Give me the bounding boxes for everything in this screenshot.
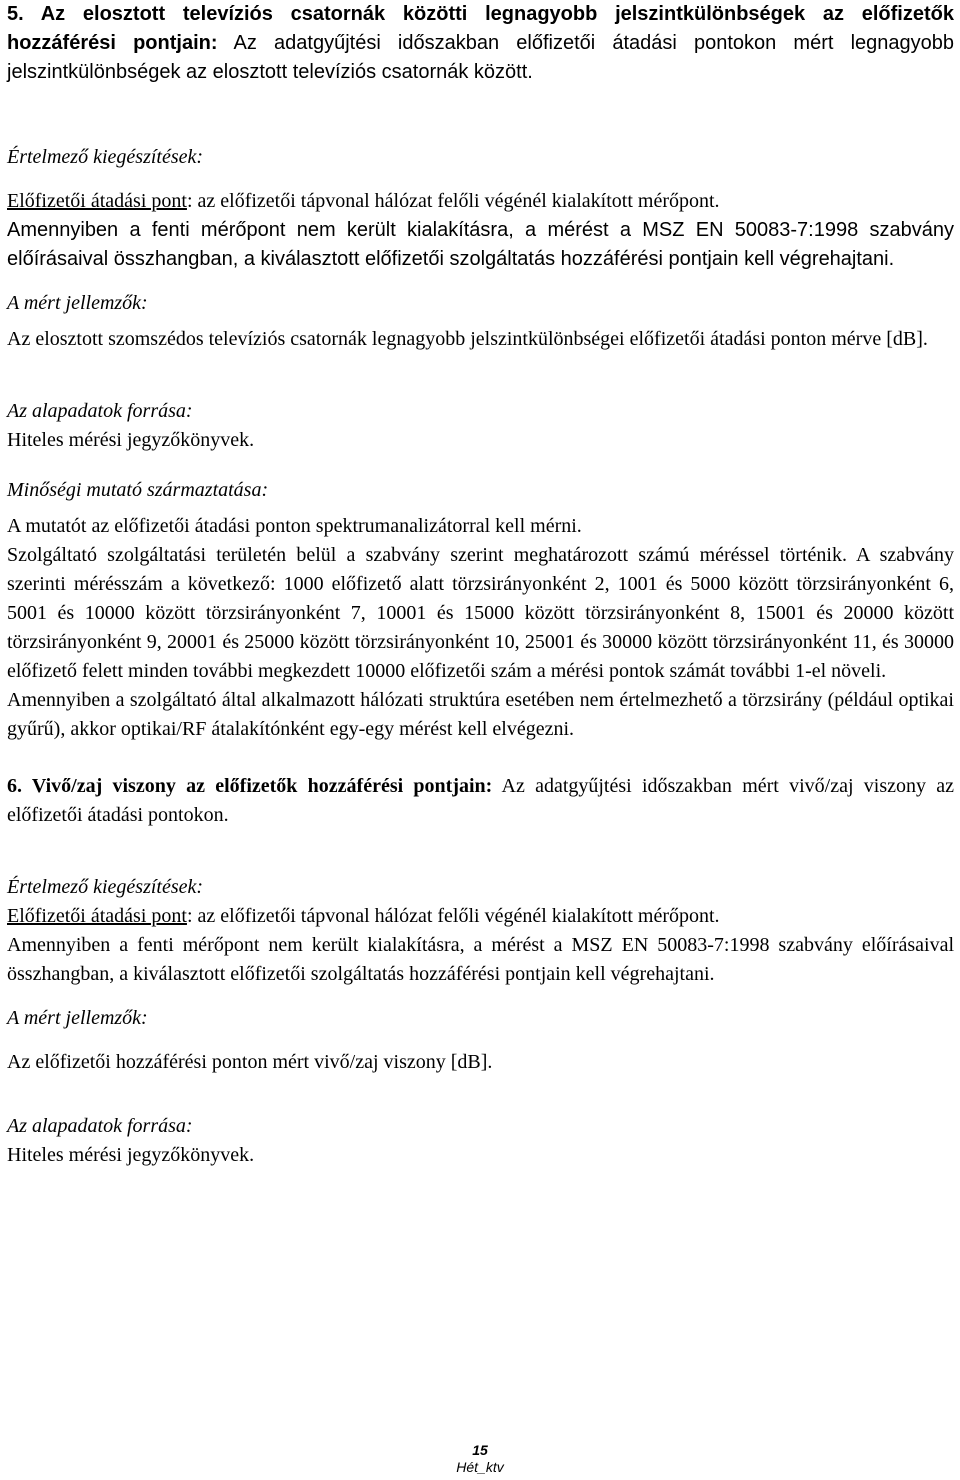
page-footer bbox=[0, 1442, 960, 1476]
s5-measured-text: Az elosztott szomszédos televíziós csatornák legnagyobb jelszintkülönbségei előfizetői átadási ponton mérve [dB]. bbox=[7, 328, 928, 350]
s5-derivation-para bbox=[7, 541, 954, 686]
s5-source-heading: Az alapadatok forrása: bbox=[7, 400, 193, 422]
s5-derivation-heading: Minőségi mutató származtatása: bbox=[7, 479, 269, 501]
s5-measured-heading: A mért jellemzők: bbox=[7, 292, 148, 314]
s5-definition bbox=[7, 187, 954, 216]
section-6-paragraph bbox=[7, 772, 954, 830]
page-number: 15 bbox=[472, 1442, 488, 1458]
s5-source-text: Hiteles mérési jegyzőkönyvek. bbox=[7, 429, 255, 451]
s6-notes-heading: Értelmező kiegészítések: bbox=[7, 876, 204, 898]
s5-definition-extra: Amennyiben a fenti mérőpont nem került kialakításra, a mérést a MSZ EN 50083-7:1998 szabvány előírásaival összhangban, a kiválasztott előfizetői szolgáltatás hozzáférési pontjain kell végrehajtani. bbox=[7, 219, 954, 270]
section-5-heading: 5. Az elosztott televíziós csatornák közötti legnagyobb jelszintkülönbségek az előfizetők hozzáférési pontjain: bbox=[7, 3, 954, 54]
s6-definition-term: Előfizetői átadási pont bbox=[7, 905, 187, 927]
s6-definition-extra: Amennyiben a fenti mérőpont nem került kialakításra, a mérést a MSZ EN 50083-7:1998 szabvány előírásaival összhangban, a kiválasztott előfizetői szolgáltatás hozzáférési pontjain kell végrehajtani. bbox=[7, 934, 954, 985]
s6-definition bbox=[7, 902, 954, 931]
section-6-intro: Az adatgyűjtési időszakban mért vivő/zaj viszony az előfizetői átadási pontokon. bbox=[7, 775, 955, 826]
section-6-heading: 6. Vivő/zaj viszony az előfizetők hozzáférési pontjain: bbox=[7, 775, 493, 797]
s5-definition-term: Előfizetői átadási pont bbox=[7, 190, 187, 212]
s6-source-text: Hiteles mérési jegyzőkönyvek. bbox=[7, 1144, 255, 1166]
s5-derivation-para-b: A szabvány szerinti mérésszám a következő: 1000 előfizető alatt törzsirányonként 2, 1001 és 5000 között törzsirányonként 6, 5001 és 10000 között törzsirányonként 7, 10001 és 15000 között törzsirányonként 8, 15001 és 20000 között törzsirányonként 9, 20001 és 25000 között törzsirányonként 10, 25001 és 30000 között törzsirányonként 11, és 30000 előfizető felett minden további megkezdett 10000 előfizetői szám a mérési pontok számát további 1-el növeli. bbox=[7, 544, 954, 682]
s6-definition-rest: : az előfizetői tápvonal hálózat felőli végénél kialakított mérőpont. bbox=[186, 905, 720, 927]
s6-measured-text: Az előfizetői hozzáférési ponton mért vivő/zaj viszony [dB]. bbox=[7, 1051, 493, 1073]
s5-derivation-para-a: Szolgáltató szolgáltatási területén belül a szabvány szerint meghatározott számú méréssel történik. bbox=[7, 544, 847, 566]
section-5-intro: Az adatgyűjtési időszakban előfizetői átadási pontokon mért legnagyobb jelszintkülönbségek az elosztott televíziós csatornák között. bbox=[7, 32, 954, 83]
s5-notes-heading: Értelmező kiegészítések: bbox=[7, 146, 204, 168]
s5-definition-rest: : az előfizetői tápvonal hálózat felőli végénél kialakított mérőpont. bbox=[186, 190, 720, 212]
s6-measured-heading: A mért jellemzők: bbox=[7, 1007, 148, 1029]
s5-derivation-line1: A mutatót az előfizetői átadási ponton spektrumanalizátorral kell mérni. bbox=[7, 515, 582, 537]
s5-derivation-para-c: Amennyiben a szolgáltató által alkalmazott hálózati struktúra esetében nem értelmezhető a törzsirány (például optikai gyűrű), akkor optikai/RF átalakítónként egy-egy mérést kell elvégezni. bbox=[7, 689, 954, 740]
s6-source-heading: Az alapadatok forrása: bbox=[7, 1115, 193, 1137]
footer-label: Hét_ktv bbox=[456, 1459, 504, 1475]
section-5-paragraph bbox=[7, 0, 954, 87]
